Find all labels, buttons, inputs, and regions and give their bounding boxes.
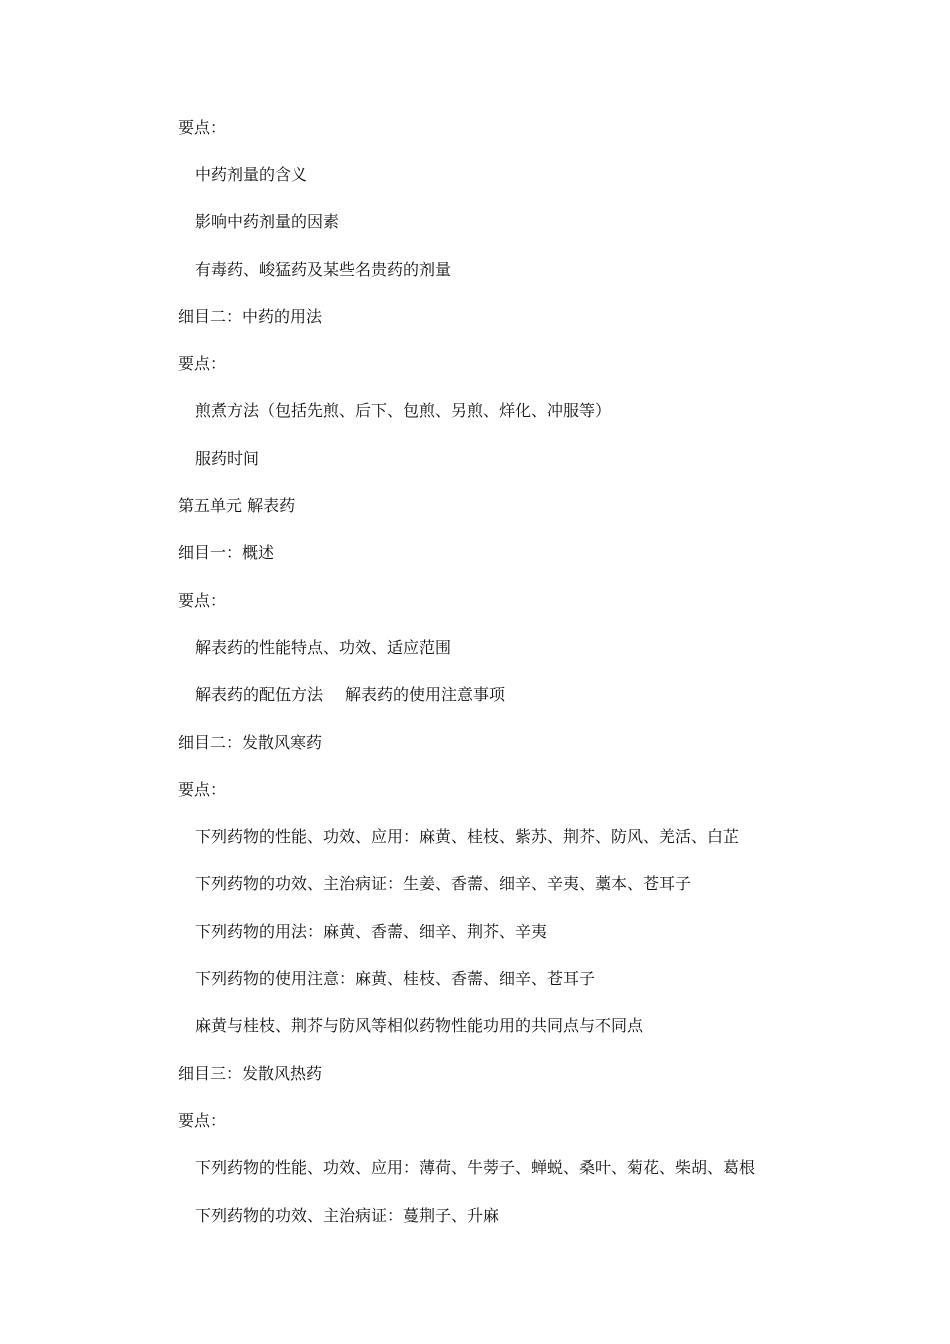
text-segment: 解表药的配伍方法 [195, 685, 324, 704]
text-line: 细目一：概述 [178, 543, 275, 562]
text-line: 有毒药、峻猛药及某些名贵药的剂量 [195, 260, 452, 279]
section-heading: 第五单元 解表药 [178, 496, 296, 515]
text-line: 麻黄与桂枝、荆芥与防风等相似药物性能功用的共同点与不同点 [195, 1016, 644, 1035]
text-line: 服药时间 [195, 449, 260, 468]
text-line: 下列药物的功效、主治病证：蔓荆子、升麻 [195, 1206, 500, 1225]
text-line: 下列药物的性能、功效、应用：薄荷、牛蒡子、蝉蜕、桑叶、菊花、柴胡、葛根 [195, 1158, 756, 1177]
text-line [195, 685, 505, 705]
text-line: 下列药物的性能、功效、应用：麻黄、桂枝、紫苏、荆芥、防风、羌活、白芷 [195, 827, 740, 846]
text-line: 要点： [178, 1111, 227, 1130]
text-line: 要点： [178, 118, 227, 137]
text-line: 细目二：中药的用法 [178, 307, 323, 326]
text-line: 要点： [178, 354, 227, 373]
text-line: 细目二：发散风寒药 [178, 733, 323, 752]
text-line: 解表药的性能特点、功效、适应范围 [195, 638, 452, 657]
text-line: 中药剂量的含义 [195, 165, 308, 184]
text-segment: 解表药的使用注意事项 [345, 685, 506, 704]
text-line: 下列药物的用法：麻黄、香薷、细辛、荆芥、辛夷 [195, 922, 548, 941]
text-line: 要点： [178, 780, 227, 799]
text-line: 影响中药剂量的因素 [195, 212, 340, 231]
text-line: 下列药物的功效、主治病证：生姜、香薷、细辛、辛夷、藁本、苍耳子 [195, 874, 692, 893]
text-line: 煎煮方法（包括先煎、后下、包煎、另煎、烊化、冲服等） [195, 401, 612, 420]
text-line: 下列药物的使用注意：麻黄、桂枝、香薷、细辛、苍耳子 [195, 969, 596, 988]
text-line: 细目三：发散风热药 [178, 1064, 323, 1083]
text-line: 要点： [178, 591, 227, 610]
